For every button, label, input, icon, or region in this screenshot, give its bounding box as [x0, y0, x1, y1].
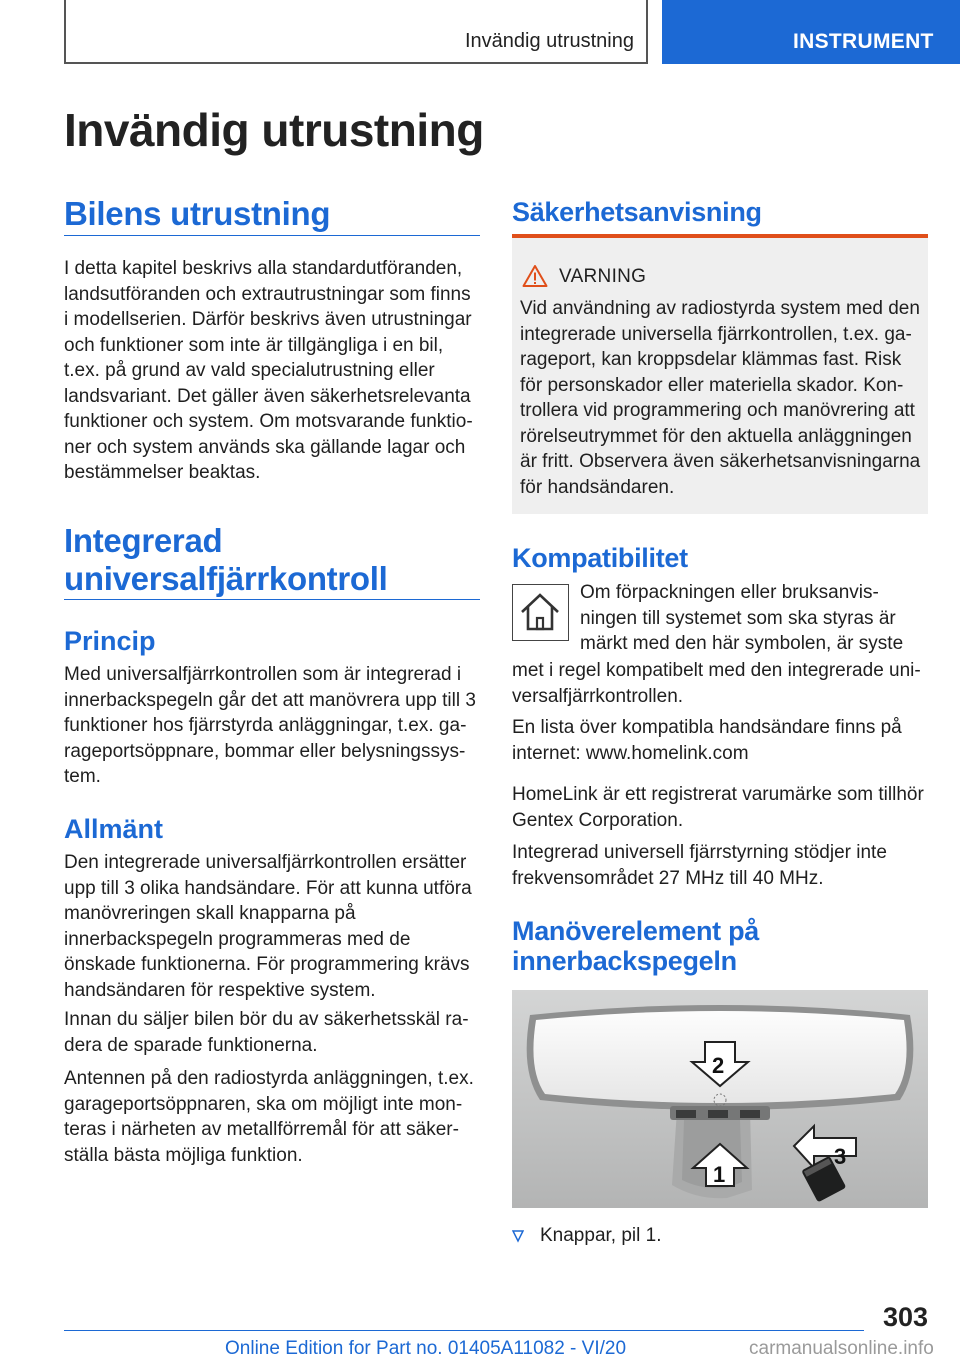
- callout-1: 1: [713, 1162, 726, 1187]
- paragraph-kompat-2: En lista över kompatibla handsändare finns på internet: www.homelink.com: [512, 717, 902, 764]
- paragraph-princip: Med universalfjärrkontrollen som är integrerad i innerbackspegeln går det att manövrera upp till 3 funktioner hos fjärrstyrda anläggningar, t.ex. garageportsöppnare, bommar eller belysningssystem.: [64, 664, 476, 787]
- page-title: Invändig utrustning: [64, 104, 484, 156]
- paragraph-kompat-1a: Om förpackningen eller bruksanvisningen till systemet som ska styras är märkt med den här symbolen, är syste: [580, 582, 904, 654]
- heading-integrerad: Integrerad universalfjärrkontroll: [64, 522, 388, 597]
- list-item: Knappar, pil 1.: [540, 1225, 662, 1246]
- paragraph-kompat-1b: met i regel kompatibelt med den integrerade universalfjärrkontrollen.: [512, 660, 921, 707]
- paragraph-allmant-2: Innan du säljer bilen bör du av säkerhetsskäl radera de sparade funktionerna.: [64, 1009, 469, 1056]
- house-icon: [513, 585, 567, 639]
- watermark: carmanualsonline.info: [749, 1338, 934, 1359]
- rearview-mirror-image: [512, 990, 928, 1208]
- heading-rule: [64, 235, 480, 236]
- warning-triangle-icon: [522, 264, 548, 288]
- homelink-symbol-icon: [512, 584, 569, 641]
- header-chapter-tab[interactable]: INSTRUMENT: [662, 0, 960, 64]
- paragraph-allmant-3: Antennen på den radiostyrda anläggningen, t.ex. garageportsöppnaren, ska om möjligt inte monteras i närheten av metallförremål för att säkerställa bästa möjliga funktion.: [64, 1068, 474, 1166]
- callout-2: 2: [712, 1053, 725, 1078]
- paragraph-kompat-3: HomeLink är ett registrerat varumärke som tillhör Gentex Corporation.: [512, 784, 924, 831]
- heading-allmant: Allmänt: [64, 814, 164, 844]
- heading-sakerhetsanvisning: Säkerhetsanvisning: [512, 197, 762, 227]
- paragraph-kompat-4: Integrerad universell fjärrstyrning stödjer inte frekvensområdet 27 MHz till 40 MHz.: [512, 842, 887, 889]
- callout-3: 3: [834, 1144, 847, 1169]
- warning-heading: VARNING: [559, 266, 647, 287]
- header-section-title: Invändig utrustning: [464, 30, 634, 52]
- heading-kompatibilitet: Kompatibilitet: [512, 543, 688, 573]
- heading-rule: [64, 599, 480, 600]
- warning-box: [512, 234, 928, 514]
- heading-bilens-utrustning: Bilens utrustning: [64, 195, 331, 232]
- heading-manoverelement: Manöverelement på innerbackspegeln: [512, 916, 759, 976]
- page-number: 303: [882, 1302, 928, 1332]
- paragraph-bilens: I detta kapitel beskrivs alla standardutföranden, landsutföranden och extrautrustningar som finns i modellserien. Därför beskrivs även utrustningar och funktioner som inte är tillgängliga i en bil, t.ex. på grund av vald specialutrustning eller landsvariant. Det gäller även säkerhetsrelevanta funktioner och system. Om motsvarande funktioner och system används ska gällande lagar och bestämmelser beaktas.: [64, 258, 473, 483]
- bullet-triangle-icon: [512, 1229, 524, 1243]
- mirror-illustration: [512, 990, 928, 1208]
- paragraph-allmant-1: Den integrerade universalfjärrkontrollen ersätter upp till 3 olika handsändare. För att kunna utföra manövreringen skall knapparna på innerbackspegeln programmeras med de önskade funktionerna. För programmering krävs handsändaren för respektive system.: [64, 852, 472, 1001]
- warning-text: Vid användning av radiostyrda system med den integrerade universella fjärrkontrollen, t.ex. garageport, kan kroppsdelar klämmas fast. Risk för personskador eller materiella skador. Kontrollera vid programmering och manövrering att rörelseutrymmet för den aktuella anläggningen är fritt. Observera även säkerhetsanvisningarna för handsändaren.: [520, 298, 921, 498]
- heading-princip: Princip: [64, 626, 156, 656]
- footer-edition: Online Edition for Part no. 01405A11082 - VI/20: [225, 1338, 627, 1359]
- footer-rule: [64, 1330, 864, 1331]
